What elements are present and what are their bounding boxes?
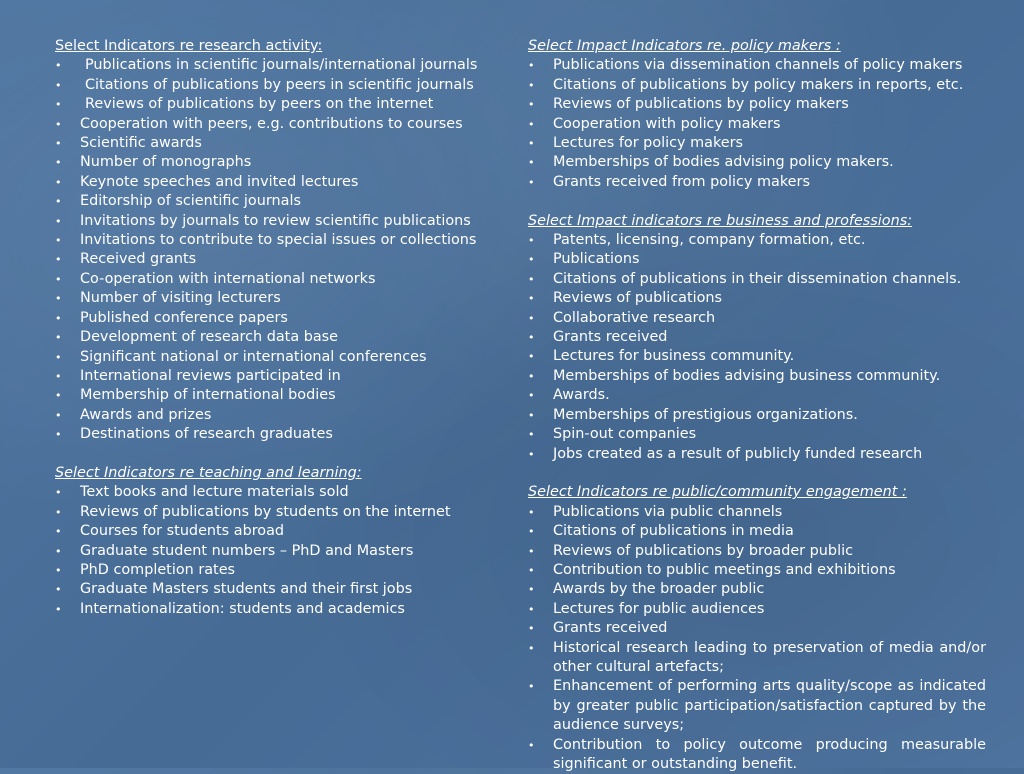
public-heading: Select Indicators re public/community engagement : bbox=[528, 484, 907, 501]
list-item: • Cooperation with peers, e.g. contributions to courses bbox=[55, 115, 505, 134]
list-item: • Spin-out companies bbox=[528, 425, 986, 444]
list-item: • Editorship of scientific journals bbox=[55, 192, 505, 211]
list-item: • Number of monographs bbox=[55, 153, 505, 172]
list-item: • Jobs created as a result of publicly funded research bbox=[528, 445, 986, 464]
list-item: • Reviews of publications by peers on the internet bbox=[55, 95, 505, 114]
list-item: • Lectures for policy makers bbox=[528, 134, 986, 153]
list-item: • Published conference papers bbox=[55, 309, 505, 328]
list-item: • Grants received bbox=[528, 619, 986, 638]
research-list bbox=[55, 56, 505, 444]
list-item: • Scientific awards bbox=[55, 134, 505, 153]
list-item: • Citations of publications in media bbox=[528, 522, 986, 541]
list-item: • Significant national or international conferences bbox=[55, 348, 505, 367]
list-item: • Publications via public channels bbox=[528, 503, 986, 522]
list-item: • International reviews participated in bbox=[55, 367, 505, 386]
list-item: • Keynote speeches and invited lectures bbox=[55, 173, 505, 192]
list-item: • Memberships of bodies advising policy makers. bbox=[528, 153, 986, 172]
list-item: • Grants received from policy makers bbox=[528, 173, 986, 192]
list-item: • Lectures for business community. bbox=[528, 347, 986, 366]
list-item: • Reviews of publications by broader public bbox=[528, 542, 986, 561]
teaching-heading: Select Indicators re teaching and learning: bbox=[55, 464, 362, 481]
policy-heading: Select Impact Indicators re. policy makers : bbox=[528, 38, 841, 54]
list-item: • PhD completion rates bbox=[55, 561, 505, 580]
list-item: • Citations of publications by peers in scientific journals bbox=[55, 76, 505, 95]
list-item: • Invitations to contribute to special issues or collections bbox=[55, 231, 505, 250]
list-item: • Awards. bbox=[528, 386, 986, 405]
list-item: • Text books and lecture materials sold bbox=[55, 483, 505, 502]
list-item: • Citations of publications by policy makers in reports, etc. bbox=[528, 76, 986, 95]
list-item: • Historical research leading to preservation of media and/or other cultural artefacts; bbox=[528, 639, 986, 678]
list-item: • Contribution to public meetings and exhibitions bbox=[528, 561, 986, 580]
list-item: • Collaborative research bbox=[528, 309, 986, 328]
list-item: • Citations of publications in their dissemination channels. bbox=[528, 270, 986, 289]
research-heading: Select Indicators re research activity: bbox=[55, 38, 323, 54]
spacer bbox=[528, 464, 986, 483]
list-item: • Memberships of prestigious organizations. bbox=[528, 406, 986, 425]
list-item: • Lectures for public audiences bbox=[528, 600, 986, 619]
list-item: • Number of visiting lecturers bbox=[55, 289, 505, 308]
business-list bbox=[528, 231, 986, 464]
business-heading: Select Impact indicators re business and professions: bbox=[528, 212, 913, 229]
list-item: • Awards by the broader public bbox=[528, 580, 986, 599]
list-item: • Reviews of publications by policy makers bbox=[528, 95, 986, 114]
list-item: • Reviews of publications bbox=[528, 289, 986, 308]
list-item: • Grants received bbox=[528, 328, 986, 347]
list-item: • Awards and prizes bbox=[55, 406, 505, 425]
list-item: • Received grants bbox=[55, 250, 505, 269]
list-item: • Contribution to policy outcome producing measurable significant or outstanding benefit. bbox=[528, 736, 986, 774]
list-item: • Patents, licensing, company formation, etc. bbox=[528, 231, 986, 250]
right-column bbox=[528, 37, 986, 774]
teaching-list bbox=[55, 483, 505, 619]
list-item: • Enhancement of performing arts quality/scope as indicated by greater public participation/satisfaction captured by the audience surveys; bbox=[528, 677, 986, 735]
list-item: • Co-operation with international networks bbox=[55, 270, 505, 289]
left-column bbox=[55, 37, 505, 619]
list-item: • Courses for students abroad bbox=[55, 522, 505, 541]
list-item: • Cooperation with policy makers bbox=[528, 115, 986, 134]
list-item: • Reviews of publications by students on the internet bbox=[55, 503, 505, 522]
list-item: • Development of research data base bbox=[55, 328, 505, 347]
list-item: • Graduate student numbers – PhD and Masters bbox=[55, 542, 505, 561]
policy-list bbox=[528, 56, 986, 192]
list-item: • Publications bbox=[528, 250, 986, 269]
list-item: • Internationalization: students and academics bbox=[55, 600, 505, 619]
list-item: • Publications in scientific journals/international journals bbox=[55, 56, 505, 75]
list-item: • Invitations by journals to review scientific publications bbox=[55, 212, 505, 231]
list-item: • Destinations of research graduates bbox=[55, 425, 505, 444]
list-item: • Publications via dissemination channels of policy makers bbox=[528, 56, 986, 75]
list-item: • Memberships of bodies advising business community. bbox=[528, 367, 986, 386]
public-list bbox=[528, 503, 986, 774]
spacer bbox=[528, 192, 986, 211]
list-item: • Graduate Masters students and their first jobs bbox=[55, 580, 505, 599]
spacer bbox=[55, 445, 505, 464]
list-item: • Membership of international bodies bbox=[55, 386, 505, 405]
